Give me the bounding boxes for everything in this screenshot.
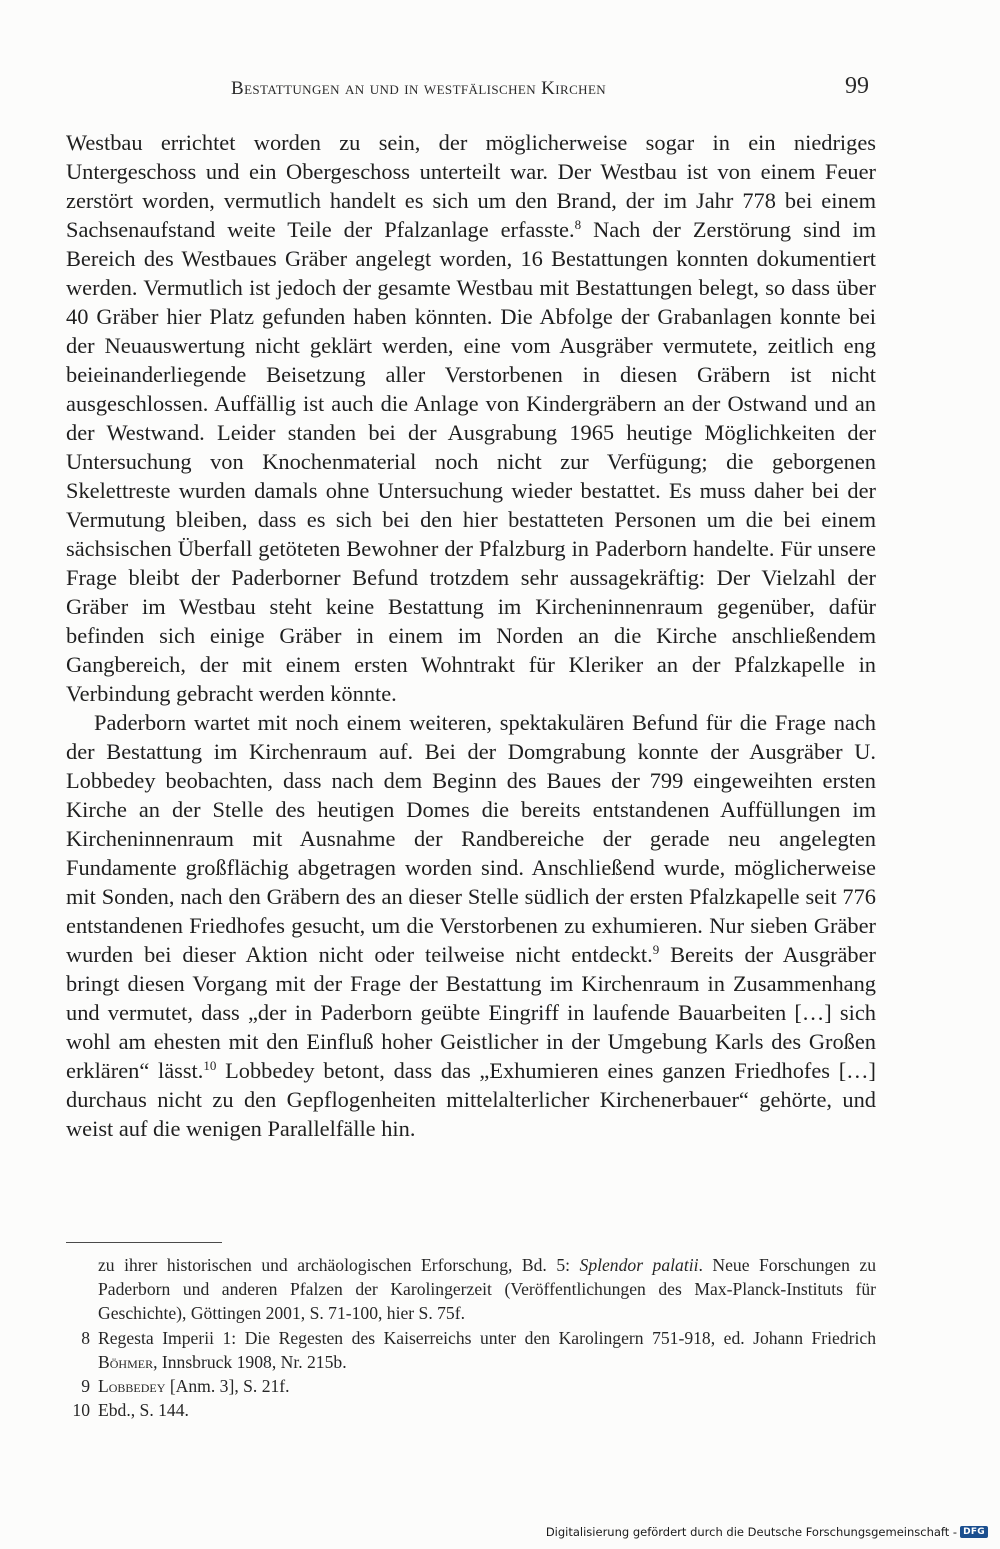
digitization-credit (546, 1525, 988, 1539)
footnote-continuation-part-b: . Neue Forschungen zu Paderborn und anderen Pfalzen der Karolingerzeit (Veröffentlichungen des Max-Planck-Instituts für Geschichte), Göttingen 2001, S. 71-100, hier S. 75f. (98, 1255, 877, 1324)
footnote-8-part-b: , Innsbruck 1908, Nr. 215b. (153, 1351, 347, 1372)
dfg-logo: DFG (960, 1526, 988, 1538)
footnote-ref-10[interactable]: 10 (203, 1058, 217, 1073)
footnote-9-text: [Anm. 3], S. 21f. (165, 1376, 290, 1397)
paragraph-2-part-b: Bereits der Ausgräber bringt diesen Vorgang mit der Frage der Bestattung im Kirchenraum in Zusammenhang und vermutet, dass „der in Paderborn geübte Eingriff in laufende Bauarbeiten […] sich wohl am ehesten mit den Einfluß hoher Geistlicher in der Umgebung Karls des Großen erklären“ lässt. (66, 942, 876, 1083)
main-text (66, 128, 876, 1143)
digitization-credit-text: Digitalisierung gefördert durch die Deutsche Forschungsgemeinschaft - (545, 1525, 958, 1539)
footnote-8 (66, 1326, 876, 1374)
footnote-8-number: 8 (81, 1327, 90, 1348)
footnote-10-text: Ebd., S. 144. (98, 1400, 189, 1421)
footnote-ref-9[interactable]: 9 (652, 942, 660, 957)
running-head-title: Bestattungen an und in westfälischen Kirchen (231, 78, 607, 99)
footnote-8-author: Böhmer (98, 1351, 154, 1372)
footnote-9-author: Lobbedey (98, 1376, 166, 1397)
paragraph-2 (66, 708, 876, 1143)
paragraph-2-part-c: Lobbedey betont, dass das „Exhumieren eines ganzen Friedhofes […] durchaus nicht zu den Gepflogenheiten mittelalterlicher Kirchenerbauer“ gehörte, und weist auf die wenigen Parallelfälle hin. (66, 1058, 877, 1141)
footnote-8-part-a: Regesta Imperii 1: Die Regesten des Kaiserreichs unter den Karolingern 751-918, ed. Johann Friedrich (98, 1327, 876, 1348)
footnote-10 (66, 1398, 876, 1422)
footnotes (66, 1253, 876, 1422)
footnote-9 (66, 1374, 876, 1398)
footnote-10-number: 10 (72, 1400, 90, 1421)
paragraph-1 (66, 128, 876, 708)
paragraph-1-part-a: Westbau errichtet worden zu sein, der möglicherweise sogar in ein niedriges Untergeschoss und ein Obergeschoss unterteilt war. Der Westbau ist von einem Feuer zerstört worden, vermutlich handelt es sich um den Brand, der im Jahr 778 bei einem Sachsenaufstand weite Teile der Pfalzanlage erfasste. (66, 130, 876, 242)
footnote-continuation-italic-title: Splendor palatii (579, 1255, 699, 1275)
footnote-divider (66, 1242, 222, 1243)
paragraph-1-part-b: Nach der Zerstörung sind im Bereich des Westbaues Gräber angelegt worden, 16 Bestattungen konnten dokumentiert werden. Vermutlich ist jedoch der gesamte Westbau mit Bestattungen belegt, so dass über 40 Gräber hier Platz gefunden haben könnten. Die Abfolge der Grabanlagen konnte bei der Neuauswertung nicht geklärt werden, eine vom Ausgräber vermutete, zeitlich eng beieinanderliegende Beisetzung aller Verstorbenen in diesen Gräbern ist nicht ausgeschlossen. Auffällig ist auch die Anlage von Kindergräbern an der Ostwand und an der Westwand. Leider standen bei der Ausgrabung 1965 heutige Möglichkeiten der Untersuchung von Knochenmaterial noch nicht zur Verfügung; die geborgenen Skelettreste wurden damals ohne Untersuchung wieder bestattet. Es muss daher bei der Vermutung bleiben, dass es sich bei den hier bestatteten Personen um die bei einem sächsischen Überfall getöteten Bewohner der Pfalzburg in Paderborn handelte. Für unsere Frage bleibt der Paderborner Befund trotzdem sehr aussagekräftig: Der Vielzahl der Gräber im Westbau steht keine Bestattung im Kircheninnenraum gegenüber, dafür befinden sich einige Gräber in einem im Norden an die Kirche anschließendem Gangbereich, der mit einem ersten Wohntrakt für Kleriker an der Pfalzkapelle in Verbindung gebracht werden könnte. (66, 217, 876, 706)
footnote-ref-8[interactable]: 8 (574, 217, 582, 232)
footnote-continuation-part-a: zu ihrer historischen und archäologischen Erforschung, Bd. 5: (98, 1255, 580, 1275)
page-number: 99 (845, 73, 869, 99)
footnote-continuation (66, 1253, 876, 1326)
paragraph-2-part-a: Paderborn wartet mit noch einem weiteren, spektakulären Befund für die Frage nach der Bestattung im Kirchenraum auf. Bei der Domgrabung konnte der Ausgräber U. Lobbedey beobachten, dass nach dem Beginn des Baues der 799 eingeweihten ersten Kirche an der Stelle des heutigen Domes die bereits entstandenen Auffüllungen im Kircheninnenraum mit Ausnahme der Randbereiche der gerade neu angelegten Fundamente großflächig abgetragen worden sind. Anschließend wurde, möglicherweise mit Sonden, nach den Gräbern des an dieser Stelle südlich der ersten Pfalzkapelle seit 776 entstandenen Friedhofes gesucht, um die Verstorbenen zu exhumieren. Nur sieben Gräber wurden bei dieser Aktion nicht oder teilweise nicht entdeckt. (66, 710, 876, 967)
footnote-9-number: 9 (81, 1376, 90, 1397)
